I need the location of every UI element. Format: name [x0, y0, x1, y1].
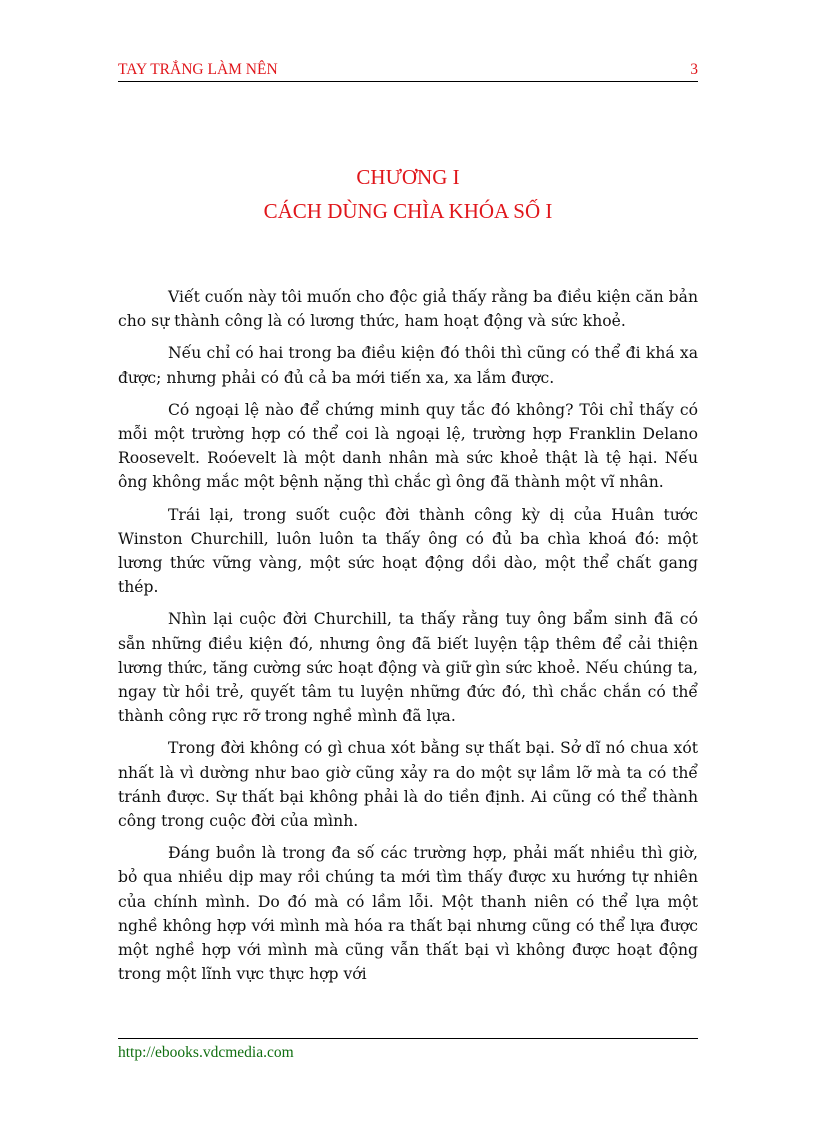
running-header — [118, 61, 698, 82]
footer-link[interactable]: http://ebooks.vdcmedia.com — [118, 1044, 294, 1061]
book-title: TAY TRẮNG LÀM NÊN — [118, 61, 278, 78]
paragraph: Đáng buồn là trong đa số các trường hợp, phải mất nhiều thì giờ, bỏ qua nhiều dịp may rồi chúng ta mới tìm thấy được xu hướng tự nhiên của chính mình. Do đó mà có lầm lỗi. Một thanh niên có thể lựa một nghề không hợp với mình mà hóa ra thất bại nhưng cũng có thể lựa được một nghề hợp với mình mà cũng vẫn thất bại vì không được hoạt động trong một lĩnh vực thực hợp với — [118, 844, 698, 984]
page-number: 3 — [690, 61, 698, 78]
page-footer — [118, 1038, 698, 1062]
paragraph: Viết cuốn này tôi muốn cho độc giả thấy rằng ba điều kiện căn bản cho sự thành công là có lương thức, ham hoạt động và sức khoẻ. — [118, 288, 698, 331]
paragraph: Trong đời không có gì chua xót bằng sự thất bại. Sở dĩ nó chua xót nhất là vì dường như bao giờ cũng xảy ra do một sự lầm lỡ mà ta có thể tránh được. Sự thất bại không phải là do tiền định. Ai cũng có thể thành công trong cuộc đời của mình. — [118, 739, 698, 831]
body-text — [118, 285, 698, 994]
paragraph: Có ngoại lệ nào để chứng minh quy tắc đó không? Tôi chỉ thấy có mỗi một trường hợp có thể coi là ngoại lệ, trường hợp Franklin Delano Roosevelt. Roóevelt là một danh nhân mà sức khoẻ thật là tệ hại. Nếu ông không mắc một bệnh nặng thì chắc gì ông đã thành một vĩ nhân. — [118, 400, 698, 492]
paragraph: Nếu chỉ có hai trong ba điều kiện đó thôi thì cũng có thể đi khá xa được; nhưng phải có đủ cả ba mới tiến xa, xa lắm được. — [118, 344, 698, 387]
chapter-title: CÁCH DÙNG CHÌA KHÓA SỐ I — [263, 199, 553, 223]
chapter-number: CHƯƠNG I — [356, 165, 460, 189]
chapter-heading — [118, 160, 698, 228]
paragraph: Trái lại, trong suốt cuộc đời thành công kỳ dị của Huân tước Winston Churchill, luôn luôn ta thấy ông có đủ ba chìa khoá đó: một lương thức vững vàng, một sức hoạt động dồi dào, một thể chất gang thép. — [118, 505, 698, 597]
paragraph: Nhìn lại cuộc đời Churchill, ta thấy rằng tuy ông bẩm sinh đã có sẵn những điều kiện đó, nhưng ông đã biết luyện tập thêm để cải thiện lương thức, tăng cường sức hoạt động và giữ gìn sức khoẻ. Nếu chúng ta, ngay từ hồi trẻ, quyết tâm tu luyện những đức đó, thì chắc chắn có thể thành công rực rỡ trong nghề mình đã lựa. — [118, 610, 698, 726]
